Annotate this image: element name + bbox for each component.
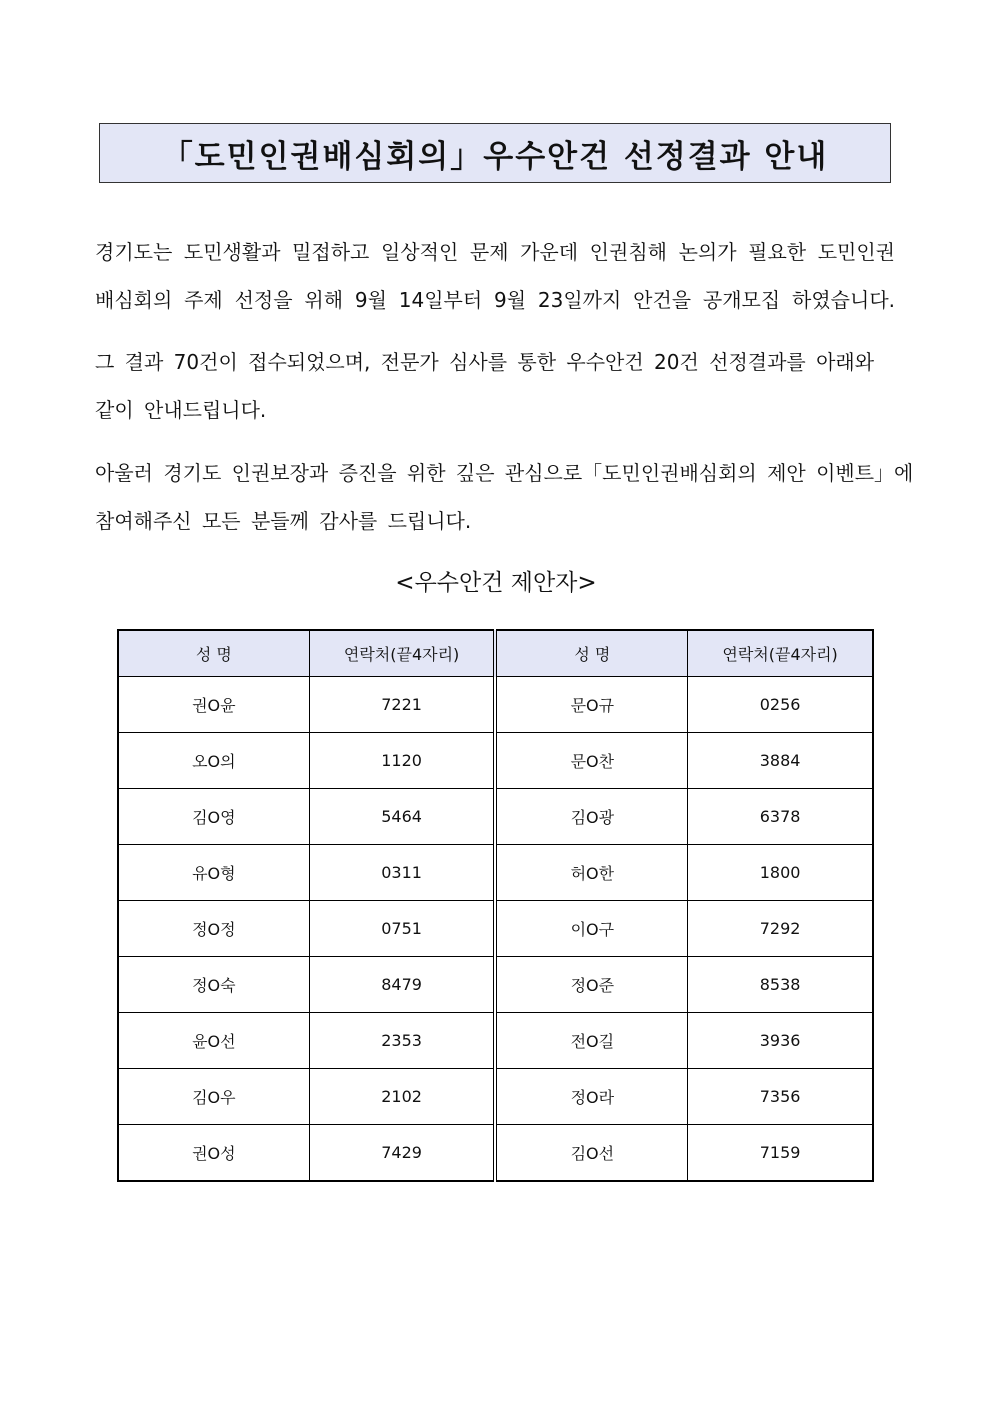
table-row	[118, 677, 873, 733]
phone-cell: 8479	[309, 957, 495, 1013]
table-row	[118, 1013, 873, 1069]
paragraph-line: 배심회의 주제 선정을 위해 9월 14일부터 9월 23일까지 안건을 공개모집 하였습니다.	[95, 288, 895, 312]
table-header-row	[118, 630, 873, 677]
table-row	[118, 733, 873, 789]
page-title: 「도민인권배심회의」우수안건 선정결과 안내	[161, 138, 829, 175]
title-box	[99, 123, 891, 183]
table-row	[118, 845, 873, 901]
paragraph-line: 아울러 경기도 인권보장과 증진을 위한 깊은 관심으로「도민인권배심회의 제안 이벤트」에	[95, 461, 914, 485]
name-cell: 전O길	[495, 1013, 687, 1069]
column-header-name: 성 명	[118, 630, 309, 677]
name-cell: 정O정	[118, 901, 309, 957]
paragraph-intro	[95, 228, 895, 324]
phone-cell: 7429	[309, 1125, 495, 1182]
name-cell: 김O우	[118, 1069, 309, 1125]
phone-cell: 0751	[309, 901, 495, 957]
phone-cell: 7356	[688, 1069, 873, 1125]
name-cell: 오O의	[118, 733, 309, 789]
name-cell: 유O형	[118, 845, 309, 901]
phone-cell: 5464	[309, 789, 495, 845]
name-cell: 윤O선	[118, 1013, 309, 1069]
name-cell: 정O숙	[118, 957, 309, 1013]
column-header-phone: 연락처(끝4자리)	[309, 630, 495, 677]
name-cell: 정O준	[495, 957, 687, 1013]
paragraph-thanks	[95, 449, 914, 545]
phone-cell: 7292	[688, 901, 873, 957]
table-row	[118, 1125, 873, 1182]
name-cell: 정O라	[495, 1069, 687, 1125]
phone-cell: 7221	[309, 677, 495, 733]
paragraph-line: 같이 안내드립니다.	[95, 398, 267, 422]
column-header-phone: 연락처(끝4자리)	[688, 630, 873, 677]
phone-cell: 0311	[309, 845, 495, 901]
table-row	[118, 1069, 873, 1125]
table-row	[118, 957, 873, 1013]
name-cell: 김O영	[118, 789, 309, 845]
phone-cell: 3884	[688, 733, 873, 789]
name-cell: 김O광	[495, 789, 687, 845]
name-cell: 권O윤	[118, 677, 309, 733]
phone-cell: 3936	[688, 1013, 873, 1069]
paragraph-result	[95, 338, 895, 434]
table-row	[118, 901, 873, 957]
phone-cell: 2102	[309, 1069, 495, 1125]
phone-cell: 1120	[309, 733, 495, 789]
phone-cell: 7159	[688, 1125, 873, 1182]
column-header-name: 성 명	[495, 630, 687, 677]
table-row	[118, 789, 873, 845]
phone-cell: 8538	[688, 957, 873, 1013]
paragraph-line: 경기도는 도민생활과 밀접하고 일상적인 문제 가운데 인권침해 논의가 필요한 도민인권	[95, 240, 895, 264]
phone-cell: 0256	[688, 677, 873, 733]
paragraph-line: 참여해주신 모든 분들께 감사를 드립니다.	[95, 509, 472, 533]
name-cell: 김O선	[495, 1125, 687, 1182]
paragraph-line: 그 결과 70건이 접수되었으며, 전문가 심사를 통한 우수안건 20건 선정결과를 아래와	[95, 350, 875, 374]
phone-cell: 6378	[688, 789, 873, 845]
phone-cell: 2353	[309, 1013, 495, 1069]
name-cell: 문O찬	[495, 733, 687, 789]
proposer-table	[117, 629, 874, 1182]
phone-cell: 1800	[688, 845, 873, 901]
name-cell: 권O성	[118, 1125, 309, 1182]
name-cell: 이O구	[495, 901, 687, 957]
name-cell: 문O규	[495, 677, 687, 733]
name-cell: 허O한	[495, 845, 687, 901]
section-subtitle: <우수안건 제안자>	[395, 570, 597, 596]
